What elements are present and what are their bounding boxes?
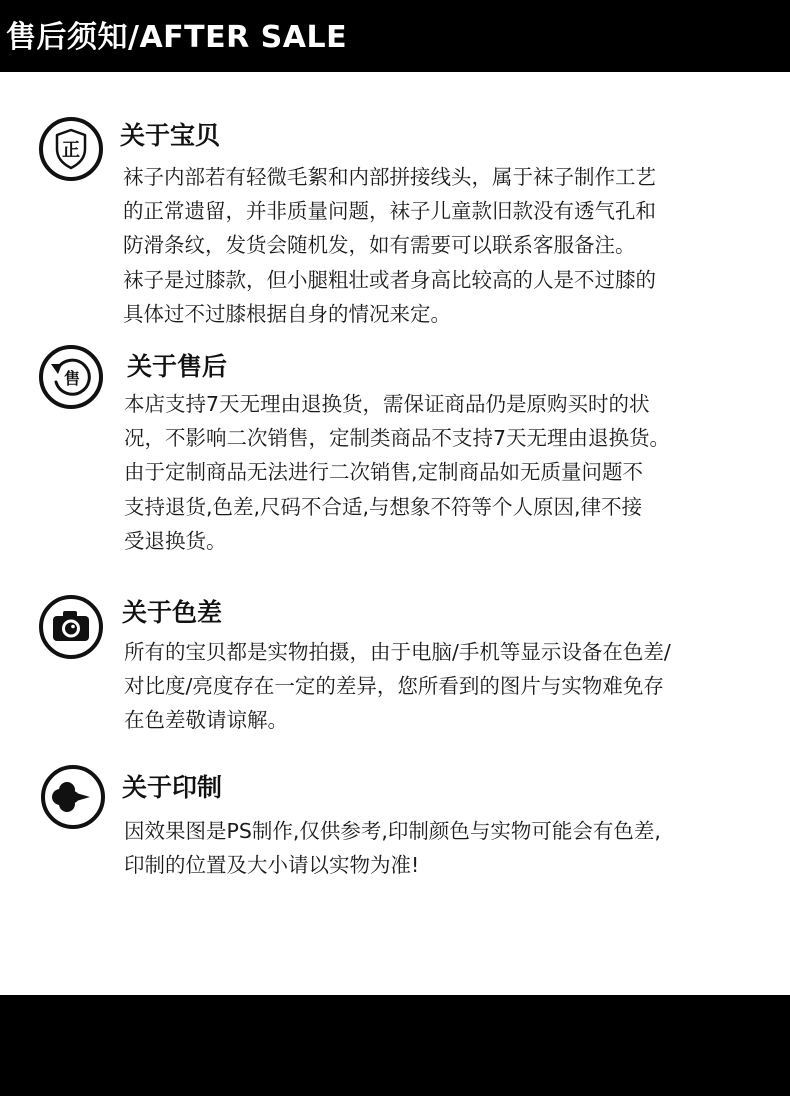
page-header: [0, 0, 790, 72]
body-line: 具体过不过膝根据自身的情况来定。: [123, 301, 451, 326]
body-line: 所有的宝贝都是实物拍摄，由于电脑/手机等显示设备在色差/: [124, 640, 671, 664]
section-title: 关于售后: [127, 352, 228, 381]
body-line: 印制的位置及大小请以实物为准!: [124, 853, 420, 878]
body-line: 由于定制商品无法进行二次销售,定制商品如无质量问题不: [124, 460, 644, 485]
body-line: 支持退货,色差,尺码不合适,与想象不符等个人原因,律不接: [124, 494, 643, 519]
page-title: 售后须知/AFTER SALE: [6, 20, 348, 55]
shield-zheng-icon-char: 正: [62, 140, 80, 161]
refresh-shou-icon: [38, 344, 104, 410]
section-title: 关于印制: [122, 773, 223, 802]
section-title: 关于色差: [122, 598, 223, 627]
body-line: 况，不影响二次销售，定制类商品不支持7天无理由退换货。: [124, 426, 671, 451]
section-body: [124, 814, 744, 882]
section-title: 关于宝贝: [120, 121, 221, 150]
body-line: 本店支持7天无理由退换货，需保证商品仍是原购买时的状: [124, 392, 650, 416]
section-body: [124, 387, 744, 558]
body-line: 袜子内部若有轻微毛絮和内部拼接线头，属于袜子制作工艺: [123, 165, 656, 189]
body-line: 的正常遗留，并非质量问题，袜子儿童款旧款没有透气孔和: [123, 199, 656, 224]
camera-icon: [38, 594, 104, 660]
refresh-shou-icon-char: 售: [63, 369, 81, 388]
body-line: 袜子是过膝款，但小腿粗壮或者身高比较高的人是不过膝的: [123, 267, 656, 292]
section-body: [123, 160, 743, 331]
body-line: 因效果图是PS制作,仅供参考,印制颜色与实物可能会有色差,: [124, 819, 661, 843]
shield-zheng-icon: [38, 116, 104, 182]
print-brush-icon: [40, 764, 106, 830]
body-line: 在色差敬请谅解。: [124, 708, 288, 733]
body-line: 防滑条纹，发货会随机发，如有需要可以联系客服备注。: [123, 233, 636, 258]
footer-bar: [0, 995, 790, 1096]
section-body: [124, 635, 744, 738]
body-line: 对比度/亮度存在一定的差异，您所看到的图片与实物难免存: [124, 674, 664, 699]
body-line: 受退换货。: [124, 528, 227, 553]
